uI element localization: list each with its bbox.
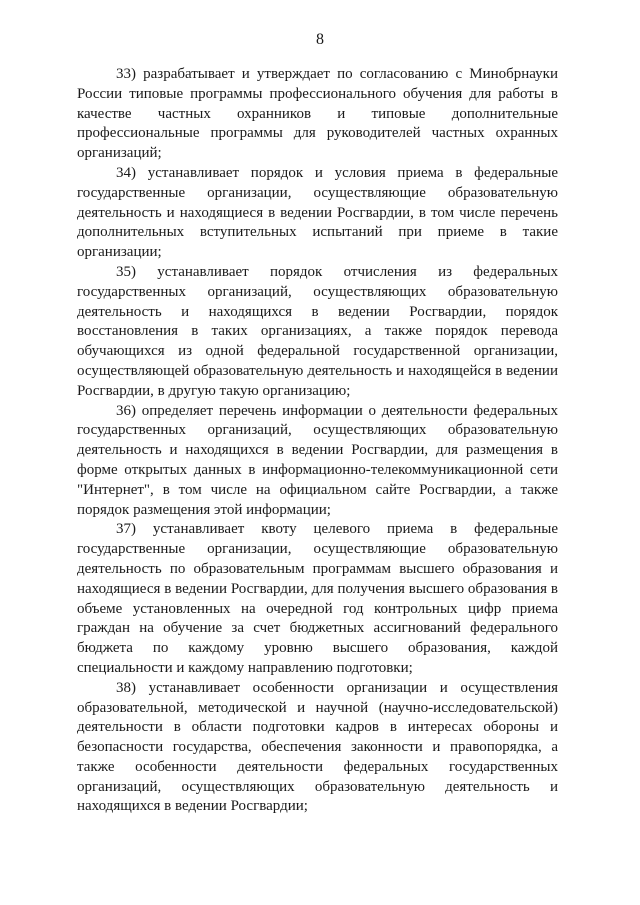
item-number: 34) [116,164,136,181]
list-item-34 [77,164,558,263]
document-body [77,65,558,817]
item-text: разрабатывает и утверждает по согласованию с Минобрнауки России типовые программы профессионального обучения для работы в качестве частных охранников и типовые дополнительные профессиональные программы для руководителей частных охранных организаций; [77,66,558,162]
item-number: 35) [116,263,136,280]
list-item-33 [77,65,558,164]
list-item-38 [77,679,558,818]
item-number: 36) [116,402,136,419]
item-text: устанавливает особенности организации и осуществления образовательной, методической и научной (научно-исследовательской) деятельности в области подготовки кадров в интересах обороны и безопасности государства, обеспечения законности и правопорядка, а также особенности деятельности федеральных государственных организаций, осуществляющих образовательную деятельность и находящихся в ведении Росгвардии; [77,679,559,815]
item-text: устанавливает квоту целевого приема в федеральные государственные организации, осуществляющие образовательную деятельность по образовательным программам высшего образования и находящиеся в ведении Росгвардии, для получения высшего образования в объеме установленных на очередной год контрольных цифр приема граждан на обучение за счет бюджетных ассигнований федерального бюджета по каждому уровню высшего образования, каждой специальности и каждому направлению подготовки; [77,521,558,676]
page-number: 8 [316,31,324,48]
list-item-37 [77,520,558,678]
item-number: 33) [116,66,136,82]
item-number: 38) [116,679,136,696]
list-item-36 [77,402,558,521]
item-text: устанавливает порядок отчисления из федеральных государственных организаций, осуществляющих образовательную деятельность и находящихся в ведении Росгвардии, порядок восстановления в таких организациях, а также порядок перевода обучающихся из одной федеральной государственной организации, осуществляющей образовательную деятельность и находящейся в ведении Росгвардии, в другую такую организацию; [77,263,558,399]
item-number: 37) [116,521,136,538]
list-item-35 [77,263,558,402]
item-text: устанавливает порядок и условия приема в федеральные государственные организации, осуществляющие образовательную деятельность и находящиеся в ведении Росгвардии, в том числе перечень дополнительных вступительных испытаний при приеме в такие организации; [77,164,559,261]
item-text: определяет перечень информации о деятельности федеральных государственных организаций, осуществляющих образовательную деятельность и находящихся в ведении Росгвардии, для размещения в форме открытых данных в информационно-телекоммуникационной сети "Интернет", в том числе на официальном сайте Росгвардии, а также порядок размещения этой информации; [77,402,559,518]
